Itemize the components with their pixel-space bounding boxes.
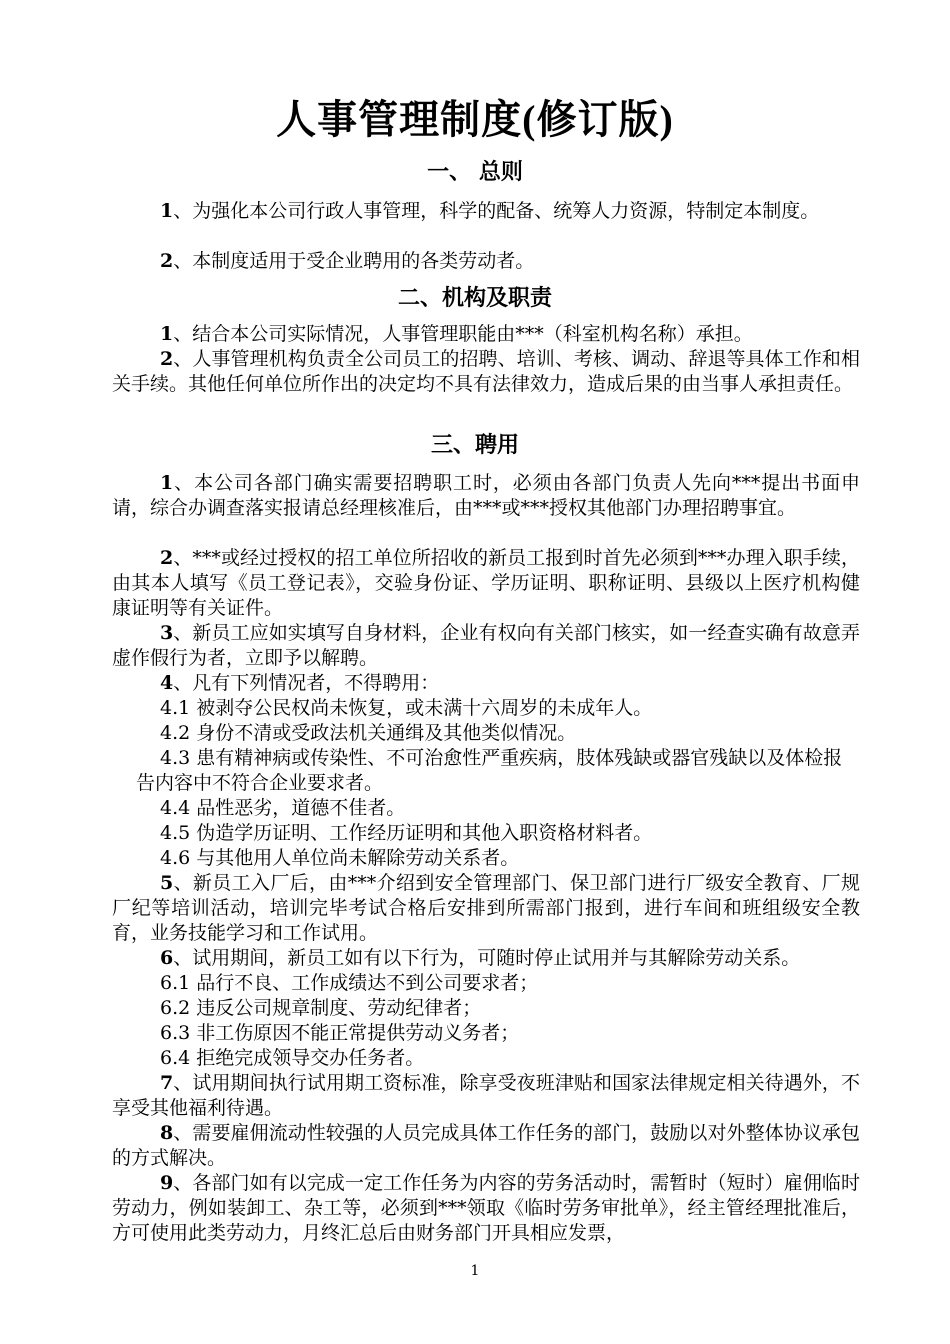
paragraph: 2、本制度适用于受企业聘用的各类劳动者。	[160, 250, 535, 272]
list-item: 6.2 违反公司规章制度、劳动纪律者；	[160, 997, 482, 1019]
list-item: 6.3 非工伤原因不能正常提供劳动义务者；	[160, 1022, 520, 1044]
page-number: 1	[470, 1263, 480, 1279]
paragraph: 2、***或经过授权的招工单位所招收的新员工报到时首先必须到***办理入职手续，由其本人填写《员工登记表》，交验身份证、学历证明、职称证明、县级以上医疗机构健康证明等有关证件。	[112, 547, 860, 619]
paragraph: 2、人事管理机构负责全公司员工的招聘、培训、考核、调动、辞退等具体工作和相关手续。其他任何单位所作出的决定均不具有法律效力，造成后果的由当事人承担责任。	[112, 348, 860, 395]
list-item: 6.1 品行不良、工作成绩达不到公司要求者；	[160, 972, 539, 994]
paragraph: 3、新员工应如实填写自身材料，企业有权向有关部门核实，如一经查实确有故意弄虚作假行为者，立即予以解聘。	[112, 622, 860, 669]
paragraph: 1、为强化本公司行政人事管理，科学的配备、统筹人力资源，特制定本制度。	[160, 200, 820, 222]
section-heading: 二、机构及职责	[397, 285, 552, 311]
document-title: 人事管理制度(修订版)	[276, 97, 674, 142]
section-heading: 一、 总则	[427, 159, 523, 185]
list-item: 4.5 伪造学历证明、工作经历证明和其他入职资格材料者。	[160, 822, 653, 844]
list-item: 4.3 患有精神病或传染性、不可治愈性严重疾病，肢体残缺或器官残缺以及体检报告内容中不符合企业要求者。	[136, 747, 843, 794]
list-item: 4.6 与其他用人单位尚未解除劳动关系者。	[160, 847, 520, 869]
paragraph: 5、新员工入厂后，由***介绍到安全管理部门、保卫部门进行厂级安全教育、厂规厂纪等培训活动，培训完毕考试合格后安排到所需部门报到，进行车间和班组级安全教育，业务技能学习和工作试用。	[112, 872, 860, 944]
list-item: 4.4 品性恶劣，道德不佳者。	[160, 797, 406, 819]
list-item: 4.1 被剥夺公民权尚未恢复，或未满十六周岁的未成年人。	[160, 697, 653, 719]
paragraph: 1、本公司各部门确实需要招聘职工时，必须由各部门负责人先向***提出书面申请，综合办调查落实报请总经理核准后，由***或***授权其他部门办理招聘事宜。	[112, 472, 860, 519]
list-item: 6.4 拒绝完成领导交办任务者。	[160, 1047, 425, 1069]
section-heading: 三、聘用	[430, 432, 519, 458]
paragraph: 7、试用期间执行试用期工资标准，除享受夜班津贴和国家法律规定相关待遇外，不享受其他福利待遇。	[112, 1072, 860, 1119]
paragraph: 8、需要雇佣流动性较强的人员完成具体工作任务的部门，鼓励以对外整体协议承包的方式解决。	[112, 1122, 860, 1169]
list-item: 4.2 身份不清或受政法机关通缉及其他类似情况。	[160, 722, 577, 744]
paragraph: 1、结合本公司实际情况，人事管理职能由***（科室机构名称）承担。	[160, 323, 753, 345]
paragraph: 6、试用期间，新员工如有以下行为，可随时停止试用并与其解除劳动关系。	[160, 947, 801, 969]
paragraph: 4、凡有下列情况者，不得聘用：	[160, 672, 440, 694]
paragraph: 9、各部门如有以完成一定工作任务为内容的劳务活动时，需暂时（短时）雇佣临时劳动力，例如装卸工、杂工等，必须到***领取《临时劳务审批单》，经主管经理批准后，方可使用此类劳动力，月终汇总后由财务部门开具相应发票，	[112, 1172, 860, 1244]
